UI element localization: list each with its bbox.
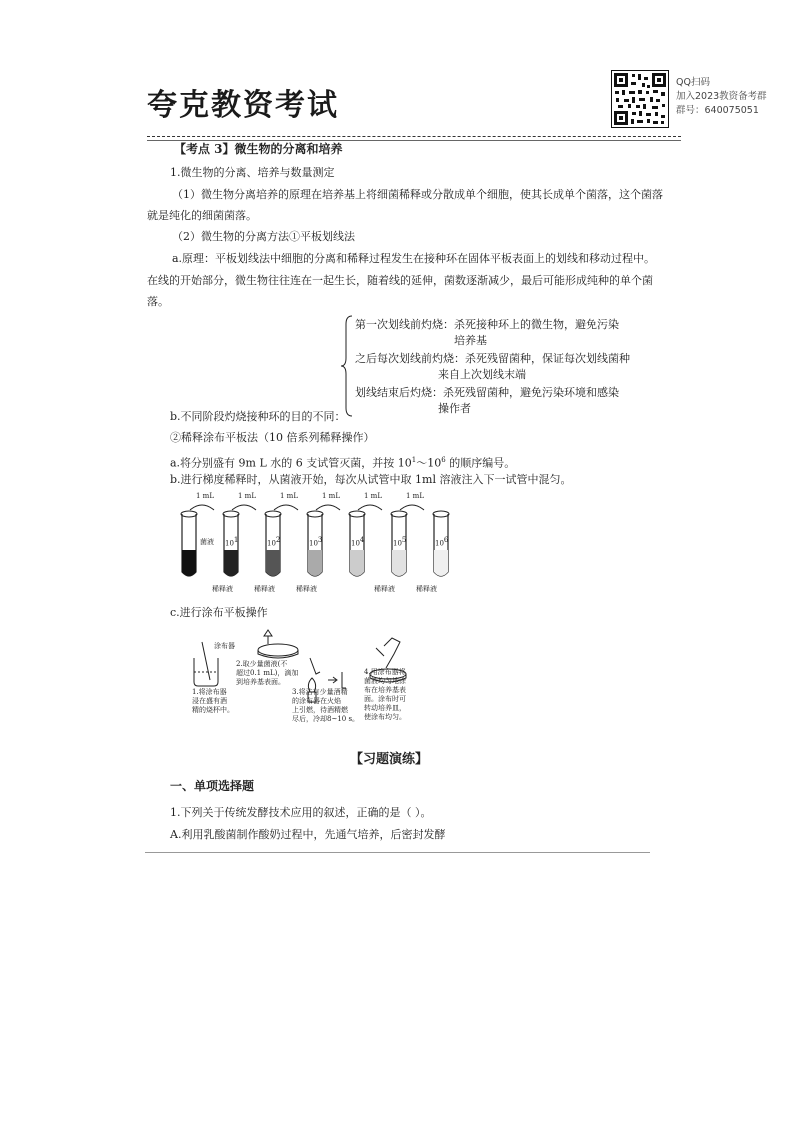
diluent-label-5: 稀释液 xyxy=(416,585,437,593)
para-9: c.进行涂布平板操作 xyxy=(170,606,268,619)
transfer-label-5: 1 mL xyxy=(364,492,382,500)
para-4c: 落。 xyxy=(147,295,169,308)
tube-label-3: 103 xyxy=(309,536,323,548)
para-7-sup1: 1 xyxy=(411,456,417,464)
para-7-mid: ～10 xyxy=(416,456,442,470)
brace-line-2: 培养基 xyxy=(454,334,487,347)
brace-bracket xyxy=(340,314,354,418)
transfer-label-4: 1 mL xyxy=(322,492,340,500)
transfer-label-2: 1 mL xyxy=(238,492,256,500)
question-1: 1.下列关于传统发酵技术应用的叙述，正确的是（ ）。 xyxy=(170,806,432,819)
step4-label: 4.用涂布器将 菌液均匀地涂 布在培养基表 面。涂布时可 转动培养皿， 使涂布均匀。 xyxy=(364,668,406,721)
step2-label: 2.取少量菌液(不 超过0.1 mL)，滴加 到培养基表面。 xyxy=(236,660,299,686)
transfer-label-3: 1 mL xyxy=(280,492,298,500)
qr-line-2: 加入2023教资备考群 xyxy=(676,91,767,102)
para-2b: 就是纯化的细菌菌落。 xyxy=(147,209,257,222)
tube-label-4: 104 xyxy=(351,536,365,548)
qr-code-graphic xyxy=(612,71,668,127)
transfer-label-1: 1 mL xyxy=(196,492,214,500)
spread-plate-figure xyxy=(188,628,448,734)
exercise-heading: 一、单项选择题 xyxy=(170,779,255,793)
para-6: ②稀释涂布平板法（10 倍系列稀释操作） xyxy=(170,431,375,444)
para-4b: 在线的开始部分，微生物往往连在一起生长，随着线的延伸，菌数逐渐减少，最后可能形成纯种的单个菌 xyxy=(147,274,653,287)
para-1: 1.微生物的分离、培养与数量测定 xyxy=(170,166,335,179)
qr-line-1: QQ扫码 xyxy=(676,77,710,88)
para-5: b.不同阶段灼烧接种环的目的不同： xyxy=(170,410,346,423)
tube-label-2: 102 xyxy=(267,536,281,548)
diluent-label-3: 稀释液 xyxy=(296,585,317,593)
tube-label-1: 101 xyxy=(225,536,239,548)
para-3: （2）微生物的分离方法①平板划线法 xyxy=(172,230,355,243)
footer-divider xyxy=(145,852,650,853)
spreader-label: 涂布器 xyxy=(214,642,235,650)
tube-label-broth: 菌液 xyxy=(200,538,214,546)
dilution-figure xyxy=(170,492,450,600)
para-2a: （1）微生物分离培养的原理在培养基上将细菌稀释或分散成单个细胞，使其长成单个菌落，这个菌落 xyxy=(172,188,663,201)
para-8: b.进行梯度稀释时，从菌液开始，每次从试管中取 1ml 溶液注入下一试管中混匀。 xyxy=(170,473,572,486)
diluent-label-2: 稀释液 xyxy=(254,585,275,593)
tube-label-5: 105 xyxy=(393,536,407,548)
exercise-title: 【习题演练】 xyxy=(350,752,429,767)
transfer-label-6: 1 mL xyxy=(406,492,424,500)
qr-code-icon xyxy=(611,70,669,128)
brace-line-4: 来自上次划线末端 xyxy=(438,368,526,381)
step1-label: 1.将涂布器 浸在盛有酒 精的烧杯中。 xyxy=(192,688,234,714)
section-title: 【考点 3】微生物的分离和培养 xyxy=(174,142,343,156)
brace-line-1: 第一次划线前灼烧：杀死接种环上的微生物，避免污染 xyxy=(355,318,619,331)
question-1-option-a: A.利用乳酸菌制作酸奶过程中，先通气培养，后密封发酵 xyxy=(170,828,446,841)
brand-logo-text: 夸克教资考试 xyxy=(147,88,339,123)
brace-line-5: 划线结束后灼烧：杀死残留菌种，避免污染环境和感染 xyxy=(355,386,619,399)
header-divider-dashed xyxy=(147,136,681,137)
para-7-sup2: 6 xyxy=(441,456,446,464)
diluent-label-4: 稀释液 xyxy=(374,585,395,593)
qr-line-3: 群号：640075051 xyxy=(676,105,759,116)
diluent-label-1: 稀释液 xyxy=(212,585,233,593)
para-4a: a.原理：平板划线法中细胞的分离和稀释过程发生在接种环在固体平板表面上的划线和移动过程中。 xyxy=(172,252,656,265)
tube-label-6: 106 xyxy=(435,536,449,548)
brace-line-6: 操作者 xyxy=(438,402,471,415)
step3-label: 3.将沾有少量酒精 的涂布器在火焰 上引燃，待酒精燃 尽后，冷却8~10 s。 xyxy=(292,688,360,723)
para-7-post: 的顺序编号。 xyxy=(445,456,516,470)
qr-info xyxy=(676,76,767,118)
brace-line-3: 之后每次划线前灼烧：杀死残留菌种，保证每次划线菌种 xyxy=(355,352,630,365)
para-7-pre: a.将分别盛有 9m L 水的 6 支试管灭菌，并按 10 xyxy=(170,456,412,470)
